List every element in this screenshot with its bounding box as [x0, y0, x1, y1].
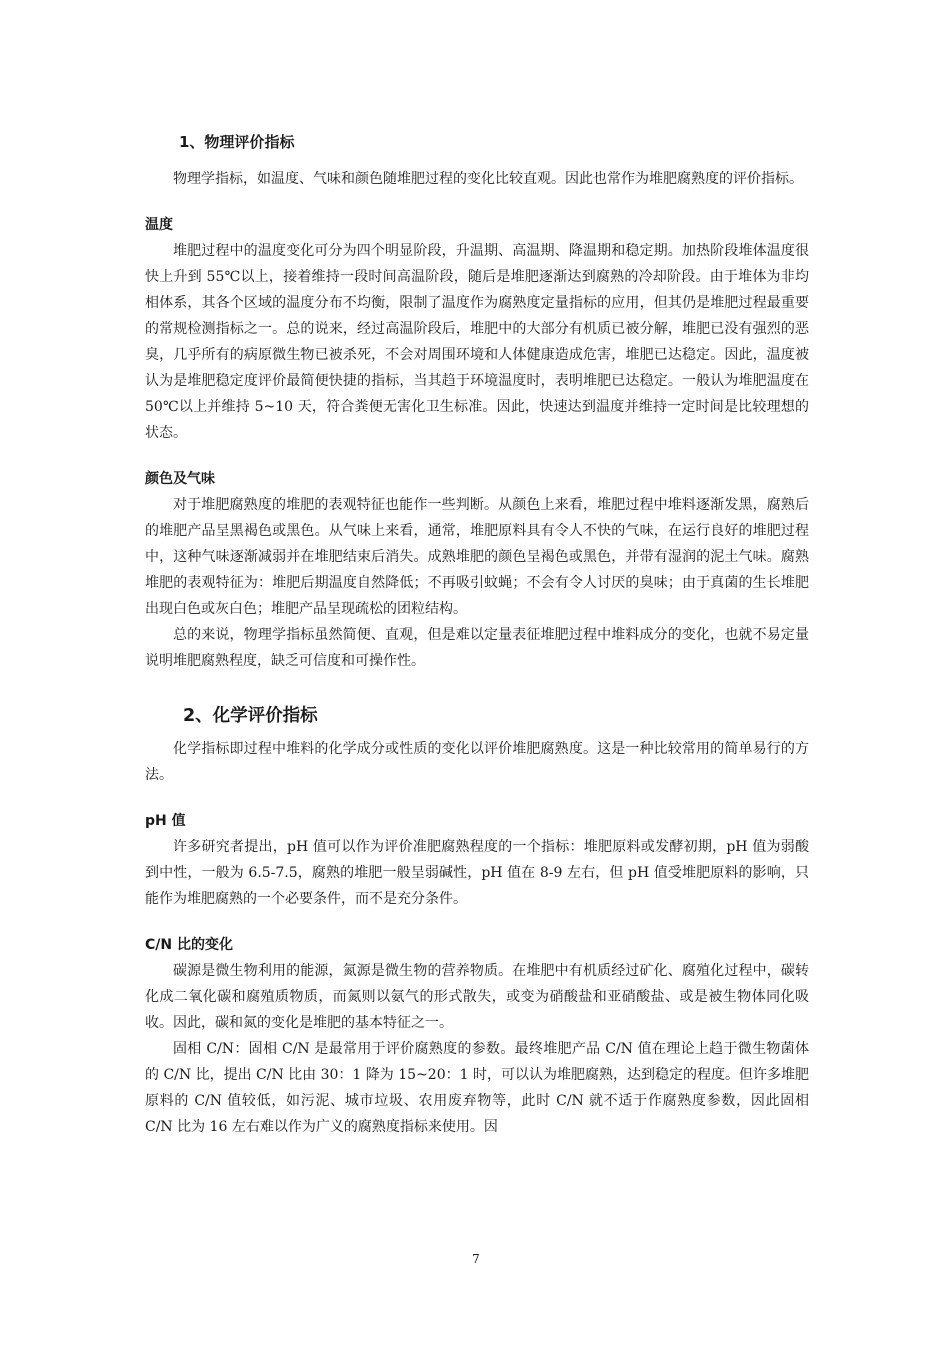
- section-1-title: 1、物理评价指标: [179, 133, 295, 151]
- ph-heading: pH 值: [145, 813, 186, 829]
- ph-paragraph: 许多研究者提出，pH 值可以作为评价准肥腐熟程度的一个指标：堆肥原料或发酵初期，pH 值为弱酸到中性，一般为 6.5-7.5，腐熟的堆肥一般呈弱碱性，pH 值在 8-9 左右，但 pH 值受堆肥原料的影响，只能作为堆肥腐熟的一个必要条件，而不是充分条件。: [145, 839, 809, 907]
- section-2-intro: 化学指标即过程中堆料的化学成分或性质的变化以评价堆肥腐熟度。这是一种比较常用的简单易行的方法。: [145, 741, 809, 783]
- cn-ratio-heading: C/N 比的变化: [145, 937, 233, 953]
- color-odor-heading: 颜色及气味: [145, 471, 215, 487]
- temperature-heading: 温度: [145, 217, 173, 233]
- page-number: 7: [472, 1252, 480, 1266]
- section-2-title: 2、化学评价指标: [183, 706, 318, 726]
- section-1-intro: 物理学指标，如温度、气味和颜色随堆肥过程的变化比较直观。因此也常作为堆肥腐熟度的评价指标。: [173, 171, 803, 187]
- document-page: [145, 128, 809, 1140]
- cn-ratio-paragraph-2: 固相 C/N：固相 C/N 是最常用于评价腐熟度的参数。最终堆肥产品 C/N 值在理论上趋于微生物菌体的 C/N 比，提出 C/N 比由 30：1 降为 15~20：1 时，可以认为堆肥腐熟，达到稳定的程度。但许多堆肥原料的 C/N 值较低，如污泥、城市垃圾、农用废弃物等，此时 C/N 就不适于作腐熟度参数，因此固相 C/N 比为 16 左右难以作为广义的腐熟度指标来使用。因: [145, 1041, 809, 1135]
- color-odor-paragraph-1: 对于堆肥腐熟度的堆肥的表观特征也能作一些判断。从颜色上来看，堆肥过程中堆料逐渐发黑，腐熟后的堆肥产品呈黑褐色或黑色。从气味上来看，通常，堆肥原料具有令人不快的气味，在运行良好的堆肥过程中，这种气味逐渐减弱并在堆肥结束后消失。成熟堆肥的颜色呈褐色或黑色，并带有湿润的泥土气味。腐熟堆肥的表观特征为：堆肥后期温度自然降低；不再吸引蚊蝇；不会有令人讨厌的臭味；由于真菌的生长堆肥出现白色或灰白色；堆肥产品呈现疏松的团粒结构。: [145, 497, 809, 617]
- color-odor-paragraph-2: 总的来说，物理学指标虽然简便、直观，但是难以定量表征堆肥过程中堆料成分的变化，也就不易定量说明堆肥腐熟程度，缺乏可信度和可操作性。: [145, 627, 809, 669]
- temperature-paragraph: 堆肥过程中的温度变化可分为四个明显阶段，升温期、高温期、降温期和稳定期。加热阶段堆体温度很快上升到 55℃以上，接着维持一段时间高温阶段，随后是堆肥逐渐达到腐熟的冷却阶段。由于堆体为非均相体系，其各个区域的温度分布不均衡，限制了温度作为腐熟度定量指标的应用，但其仍是堆肥过程最重要的常规检测指标之一。总的说来，经过高温阶段后，堆肥中的大部分有机质已被分解，堆肥已没有强烈的恶臭，几乎所有的病原微生物已被杀死，不会对周围环境和人体健康造成危害，堆肥已达稳定。因此，温度被认为是堆肥稳定度评价最简便快捷的指标，当其趋于环境温度时，表明堆肥已达稳定。一般认为堆肥温度在 50℃以上并维持 5~10 天，符合粪便无害化卫生标准。因此，快速达到温度并维持一定时间是比较理想的状态。: [145, 243, 809, 441]
- cn-ratio-paragraph-1: 碳源是微生物利用的能源，氮源是微生物的营养物质。在堆肥中有机质经过矿化、腐殖化过程中，碳转化成二氧化碳和腐殖质物质，而氮则以氨气的形式散失，或变为硝酸盐和亚硝酸盐、或是被生物体同化吸收。因此，碳和氮的变化是堆肥的基本特征之一。: [145, 963, 809, 1031]
